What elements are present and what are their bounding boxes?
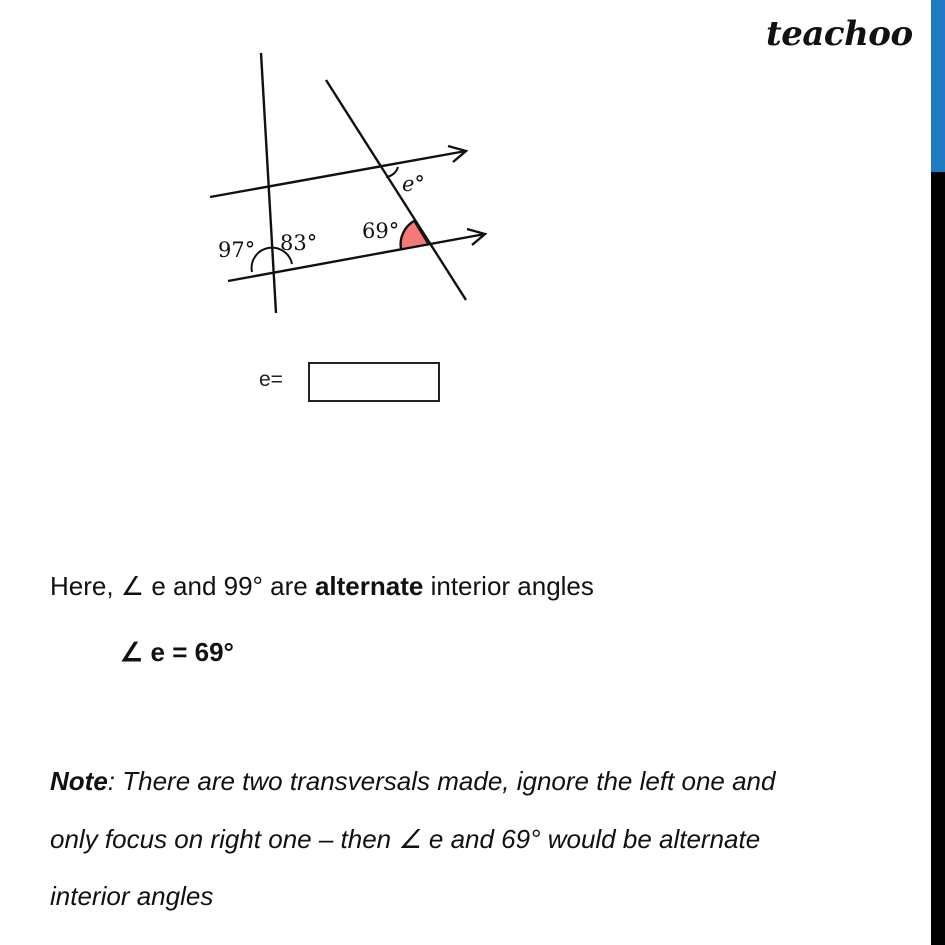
answer-label: e= (259, 368, 283, 391)
angle-label-69: 69° (362, 219, 400, 243)
answer-input-box[interactable] (308, 362, 440, 402)
solution-line-1 (50, 570, 594, 602)
angle-label-83: 83° (280, 231, 318, 255)
solution-line-1-bold: alternate (314, 571, 424, 601)
note-line-1-text: : There are two transversals made, ignore the left one and (107, 766, 776, 796)
lower-parallel-line (228, 234, 485, 281)
right-transversal (326, 80, 466, 300)
upper-parallel-line (210, 151, 466, 197)
angle-label-97: 97° (218, 238, 256, 262)
solution-result: ∠ e = 69° (120, 637, 234, 667)
note-line-1 (50, 765, 775, 797)
note-line-2: only focus on right one – then ∠ e and 69° would be alternate (50, 824, 761, 854)
solution-line-1-suffix: interior angles (423, 571, 594, 601)
note-line-3: interior angles (50, 881, 214, 911)
solution-line-1-prefix: Here, ∠ e and 99° are (50, 571, 315, 601)
right-side-accent (931, 0, 945, 172)
note-label: Note (50, 766, 108, 796)
angle-label-e: e° (402, 172, 425, 196)
teachoo-logo: teachoo (766, 14, 913, 54)
parallel-lines-figure (200, 45, 500, 325)
